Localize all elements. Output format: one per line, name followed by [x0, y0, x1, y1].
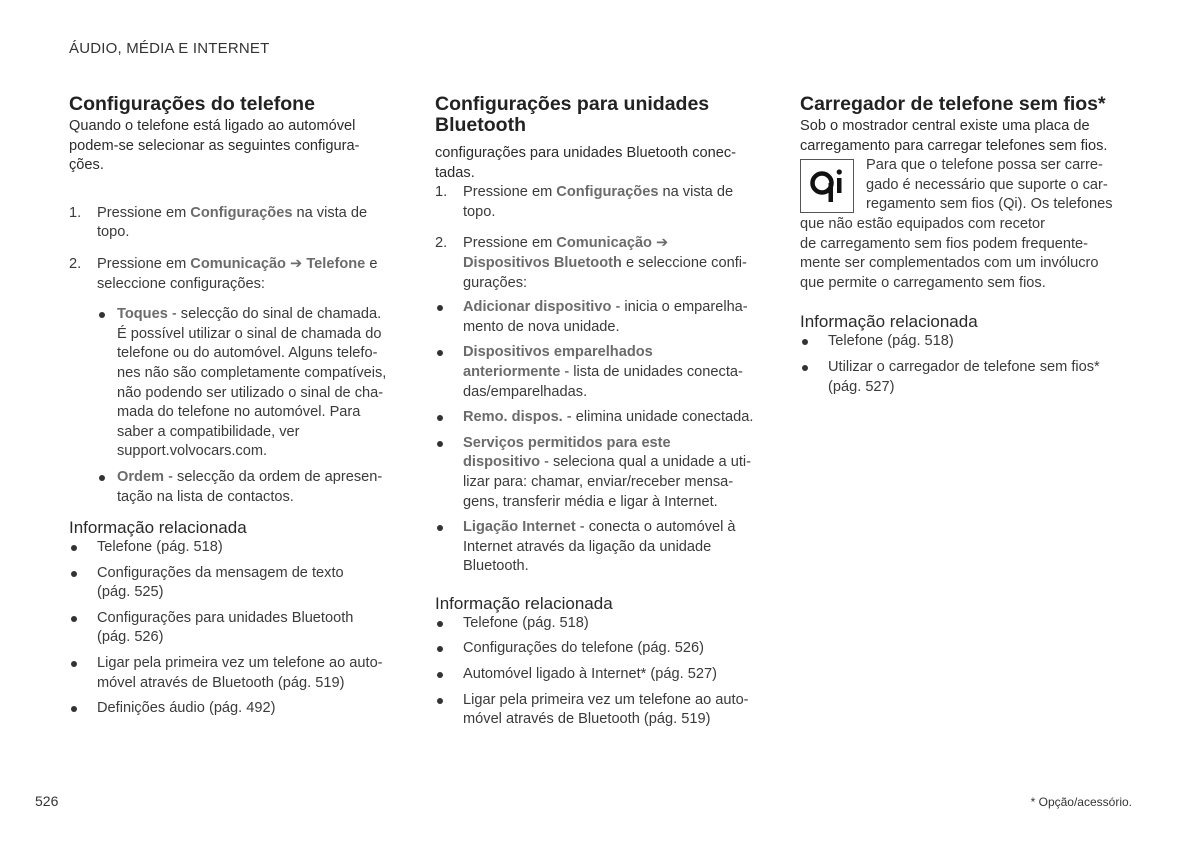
bullet-icon [437, 646, 443, 652]
bullet-icon [71, 545, 77, 551]
qi-info-block [800, 156, 1125, 293]
list-item: Remo. dispos. - elimina unidade conectada. [435, 408, 765, 428]
related-link[interactable]: Configurações do telefone (pág. 526) [435, 639, 765, 659]
footnote: * Opção/acessório. [1030, 795, 1132, 809]
related-link[interactable]: Ligar pela primeira vez um telefone ao auto- móvel através de Bluetooth (pág. 519) [69, 654, 399, 693]
intro-text: configurações para unidades Bluetooth conec- tadas. [435, 145, 736, 181]
arrow-right-icon: ➔ [656, 235, 669, 252]
step-item: 2. Pressione em Comunicação ➔ Telefone e seleccione configurações: Toques - selecção do sinal de chamada. É possível utilizar o sinal de chamada do telefone ou do automóvel. Alguns telefo- nes não são completamente compatíveis, não podendo ser utilizado o sinal de cha- mada do telefone no automóvel. Para saber a compatibilidade, ver support.volvocars.com. Ordem - selecção da ordem de apresen- tação na lista de contactos. [69, 255, 399, 507]
related-link[interactable]: Definições áudio (pág. 492) [69, 699, 399, 719]
list-item: Serviços permitidos para este dispositivo - seleciona qual a unidade a uti- lizar para: chamar, enviar/receber mensa- gens, transferir média e ligar à Internet. [435, 434, 765, 512]
related-links-list [800, 332, 1125, 397]
related-link[interactable]: Telefone (pág. 518) [69, 538, 399, 558]
related-link[interactable]: Configurações da mensagem de texto (pág. 525) [69, 564, 399, 603]
list-item: Ordem - selecção da ordem de apresen- tação na lista de contactos. [97, 468, 399, 507]
menu-keyword: Comunicação [190, 255, 286, 272]
bullet-icon [437, 441, 443, 447]
section-title: Carregador de telefone sem fios* [800, 93, 1106, 115]
column-wireless-charger [800, 94, 1125, 397]
bullet-icon [71, 706, 77, 712]
related-link[interactable]: Automóvel ligado à Internet* (pág. 527) [435, 665, 765, 685]
bullet-icon [802, 365, 808, 371]
bullet-icon [437, 350, 443, 356]
bullet-icon [802, 339, 808, 345]
related-link[interactable]: Telefone (pág. 518) [435, 614, 765, 634]
list-item: Toques - selecção do sinal de chamada. É possível utilizar o sinal de chamada do telefone ou do automóvel. Alguns telefo- nes não são completamente compatíveis, não podendo ser utilizado o sinal de cha- mada do telefone no automóvel. Para saber a compatibilidade, ver support.volvocars.com. [97, 305, 399, 462]
step-item: 2. Pressione em Comunicação ➔ Dispositivos Bluetooth e seleccione confi- gurações: [435, 235, 747, 291]
column-bluetooth-settings [435, 94, 765, 730]
bullet-icon [99, 475, 105, 481]
menu-keyword: Configurações [190, 204, 293, 221]
related-info-heading: Informação relacionada [69, 518, 247, 538]
bullet-icon [437, 305, 443, 311]
bullet-icon [71, 571, 77, 577]
column-phone-settings [69, 94, 399, 719]
steps-list [435, 183, 765, 293]
section-header: ÁUDIO, MÉDIA E INTERNET [69, 40, 270, 57]
step-item: 1. Pressione em Configurações na vista de topo. [435, 184, 734, 220]
step-item: 1. Pressione em Configurações na vista de topo. [69, 204, 368, 241]
menu-keyword: Telefone [306, 255, 366, 272]
menu-keyword: Comunicação [556, 235, 652, 252]
menu-keyword: Dispositivos Bluetooth [463, 254, 622, 271]
related-info-heading: Informação relacionada [435, 593, 613, 613]
list-item: Ligação Internet - conecta o automóvel à Internet através da ligação da unidade Bluetooth. [435, 518, 765, 577]
related-links-list [435, 614, 765, 730]
qi-body-text: Para que o telefone possa ser carre- gado é necessário que suporte o car- regamento sem fios (Qi). Os telefones que não estão equipados com recetor de carregamento sem fios podem frequente- mente ser complementados com um invólucro que permite o carregamento sem fios. [800, 157, 1113, 291]
related-info-heading: Informação relacionada [800, 312, 978, 332]
related-link[interactable]: Configurações para unidades Bluetooth (pág. 526) [69, 609, 399, 648]
related-links-list [69, 538, 399, 719]
list-item: Dispositivos emparelhados anteriormente - lista de unidades conecta- das/emparelhadas. [435, 343, 765, 402]
bullet-icon [437, 621, 443, 627]
intro-text: Sob o mostrador central existe uma placa de carregamento para carregar telefones sem fios. [800, 118, 1108, 154]
qi-wireless-charging-icon [800, 159, 854, 213]
menu-keyword: Configurações [556, 184, 659, 201]
section-title: Configurações do telefone [69, 93, 315, 115]
intro-text: Quando o telefone está ligado ao automóvel podem-se selecionar as seguintes configura- ções. [69, 118, 360, 174]
bullet-icon [99, 312, 105, 318]
related-link[interactable]: Utilizar o carregador de telefone sem fios* (pág. 527) [800, 358, 1125, 397]
options-list [97, 305, 399, 507]
related-link[interactable]: Ligar pela primeira vez um telefone ao auto- móvel através de Bluetooth (pág. 519) [435, 691, 765, 730]
related-link[interactable]: Telefone (pág. 518) [800, 332, 1125, 352]
bullet-icon [437, 525, 443, 531]
options-list [435, 298, 765, 577]
bullet-icon [437, 698, 443, 704]
steps-list [69, 204, 399, 507]
bullet-icon [437, 415, 443, 421]
list-item: Adicionar dispositivo - inicia o emparelha- mento de nova unidade. [435, 298, 765, 337]
page-number: 526 [35, 793, 59, 809]
bullet-icon [71, 616, 77, 622]
bullet-icon [71, 661, 77, 667]
section-title: Configurações para unidades Bluetooth [435, 93, 710, 136]
arrow-right-icon: ➔ [290, 255, 303, 272]
bullet-icon [437, 672, 443, 678]
